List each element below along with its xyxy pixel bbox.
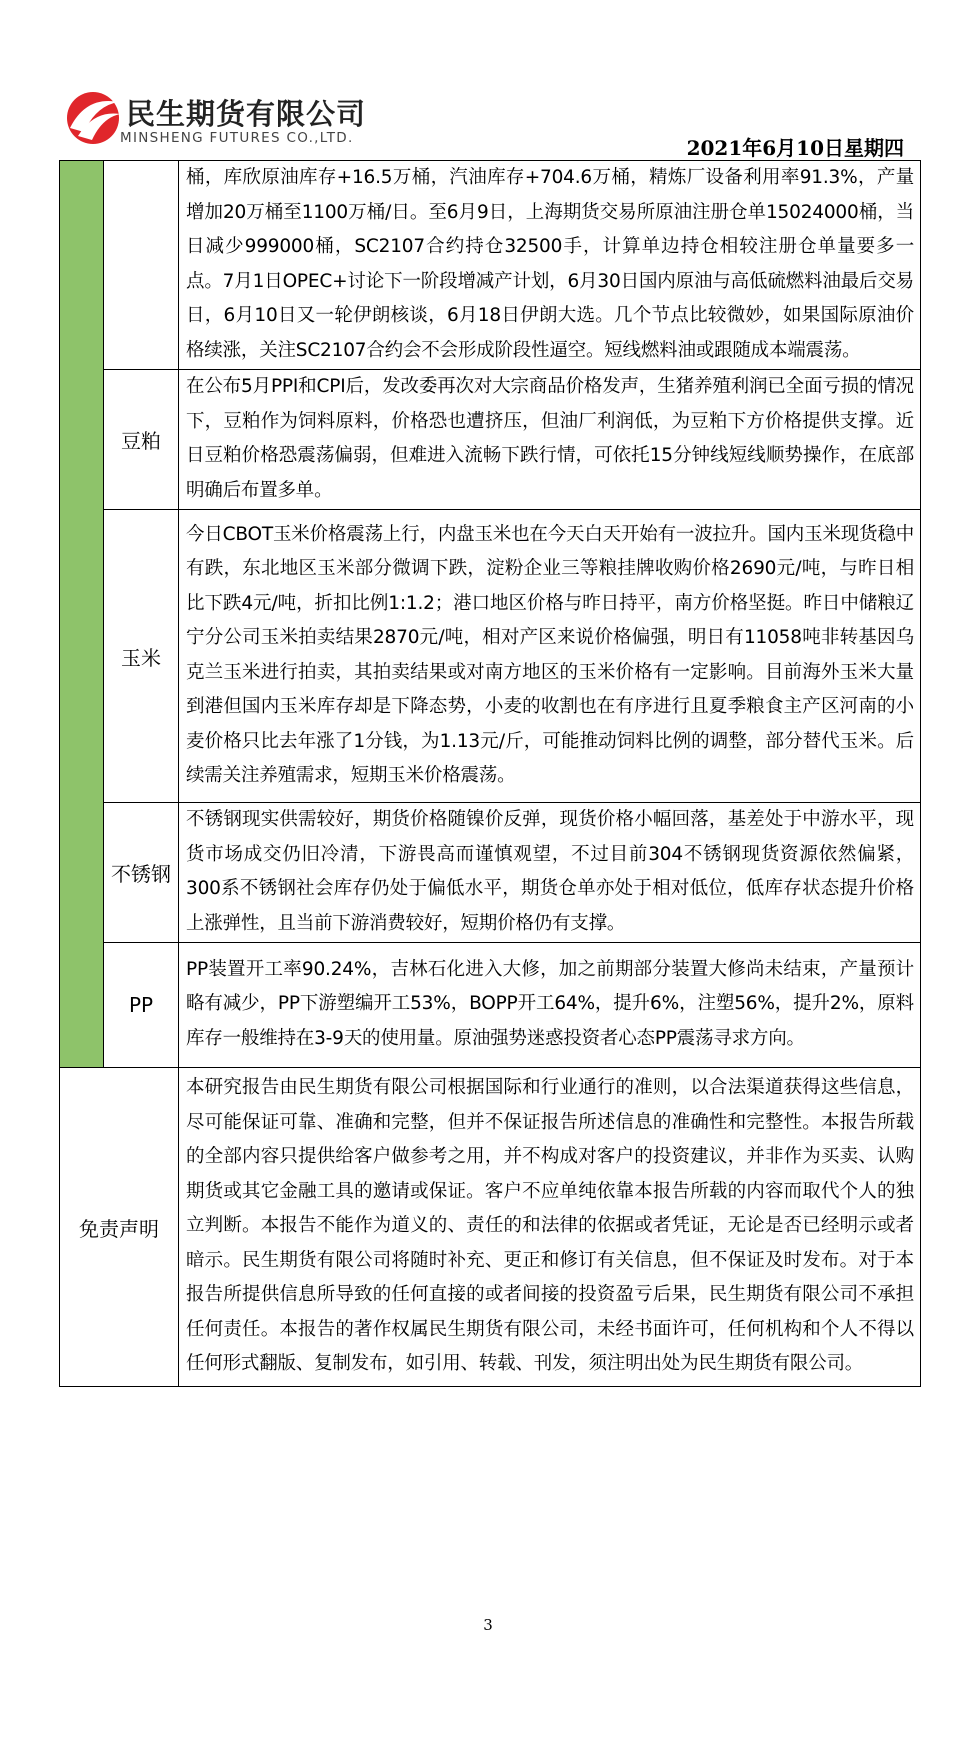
minsheng-logo-icon — [64, 88, 124, 146]
company-logo — [64, 88, 367, 150]
category-cell-empty — [104, 161, 179, 370]
category-stainless-steel: 不锈钢 — [104, 803, 179, 943]
company-name-cn: 民生期货有限公司 — [126, 97, 367, 131]
commodity-analysis-table — [59, 160, 921, 1387]
section-marker — [60, 161, 104, 1068]
table-row-crude-oil — [60, 161, 921, 370]
company-name-en: MINSHENG FUTURES CO.,LTD. — [120, 130, 354, 146]
soymeal-analysis-text: 在公布5月PPI和CPI后，发改委再次对大宗商品价格发声，生猪养殖利润已全面亏损的情况下，豆粕作为饲料原料，价格恐也遭挤压，但油厂利润低，为豆粕下方价格提供支撑。近日豆粕价格恐震荡偏弱，但难进入流畅下跌行情，可依托15分钟线短线顺势操作，在底部明确后布置多单。 — [179, 370, 921, 510]
category-pp: PP — [104, 943, 179, 1068]
page-number: 3 — [483, 1616, 493, 1634]
stainless-steel-analysis-text: 不锈钢现实供需较好，期货价格随镍价反弹，现货价格小幅回落，基差处于中游水平，现货市场成交仍旧冷清，下游畏高而谨慎观望，不过目前304不锈钢现货资源依然偏紧，300系不锈钢社会库存仍处于偏低水平，期货仓单亦处于相对低位，低库存状态提升价格上涨弹性，且当前下游消费较好，短期价格仍有支撑。 — [179, 803, 921, 943]
category-corn: 玉米 — [104, 510, 179, 803]
table-row-pp — [60, 943, 921, 1068]
crude-oil-analysis-text: 桶，库欣原油库存+16.5万桶，汽油库存+704.6万桶，精炼厂设备利用率91.3%，产量增加20万桶至1100万桶/日。至6月9日，上海期货交易所原油注册仓单15024000桶，当日减少999000桶，SC2107合约持仓32500手，计算单边持仓相较注册仓单量要多一点。7月1日OPEC+讨论下一阶段增减产计划，6月30日国内原油与高低硫燃料油最后交易日，6月10日又一轮伊朗核谈，6月18日伊朗大选。几个节点比较微妙，如果国际原油价格续涨，关注SC2107合约会不会形成阶段性逼空。短线燃料油或跟随成本端震荡。 — [179, 161, 921, 370]
corn-analysis-text: 今日CBOT玉米价格震荡上行，内盘玉米也在今天白天开始有一波拉升。国内玉米现货稳中有跌，东北地区玉米部分微调下跌，淀粉企业三等粮挂牌收购价格2690元/吨，与昨日相比下跌4元/吨，折扣比例1:1.2；港口地区价格与昨日持平，南方价格坚挺。昨日中储粮辽宁分公司玉米拍卖结果2870元/吨，相对产区来说价格偏强，明日有11058吨非转基因乌克兰玉米进行拍卖，其拍卖结果或对南方地区的玉米价格有一定影响。目前海外玉米大量到港但国内玉米库存却是下降态势，小麦的收割也在有序进行且夏季粮食主产区河南的小麦价格只比去年涨了1分钱，为1.13元/斤，可能推动饲料比例的调整，部分替代玉米。后续需关注养殖需求，短期玉米价格震荡。 — [179, 510, 921, 803]
disclaimer-text: 本研究报告由民生期货有限公司根据国际和行业通行的准则，以合法渠道获得这些信息，尽可能保证可靠、准确和完整，但并不保证报告所述信息的准确性和完整性。本报告所载的全部内容只提供给客户做参考之用，并不构成对客户的投资建议，并非作为买卖、认购期货或其它金融工具的邀请或保证。客户不应单纯依靠本报告所载的内容而取代个人的独立判断。本报告不能作为道义的、责任的和法律的依据或者凭证，无论是否已经明示或者暗示。民生期货有限公司将随时补充、更正和修订有关信息，但不保证及时发布。对于本报告所提供信息所导致的任何直接的或者间接的投资盈亏后果，民生期货有限公司不承担任何责任。本报告的著作权属民生期货有限公司，未经书面许可，任何机构和个人不得以任何形式翻版、复制发布，如引用、转载、刊发，须注明出处为民生期货有限公司。 — [179, 1068, 921, 1387]
table-row-disclaimer — [60, 1068, 921, 1387]
pp-analysis-text: PP装置开工率90.24%，吉林石化进入大修，加之前期部分装置大修尚未结束，产量预计略有减少，PP下游塑编开工53%，BOPP开工64%，提升6%，注塑56%，提升2%，原料库存一般维持在3-9天的使用量。原油强势迷惑投资者心态PP震荡寻求方向。 — [179, 943, 921, 1068]
table-row-soymeal — [60, 370, 921, 510]
report-date: 2021年6月10日星期四 — [686, 136, 904, 160]
table-row-stainless-steel — [60, 803, 921, 943]
category-soymeal: 豆粕 — [104, 370, 179, 510]
table-row-corn — [60, 510, 921, 803]
category-disclaimer: 免责声明 — [60, 1068, 179, 1387]
